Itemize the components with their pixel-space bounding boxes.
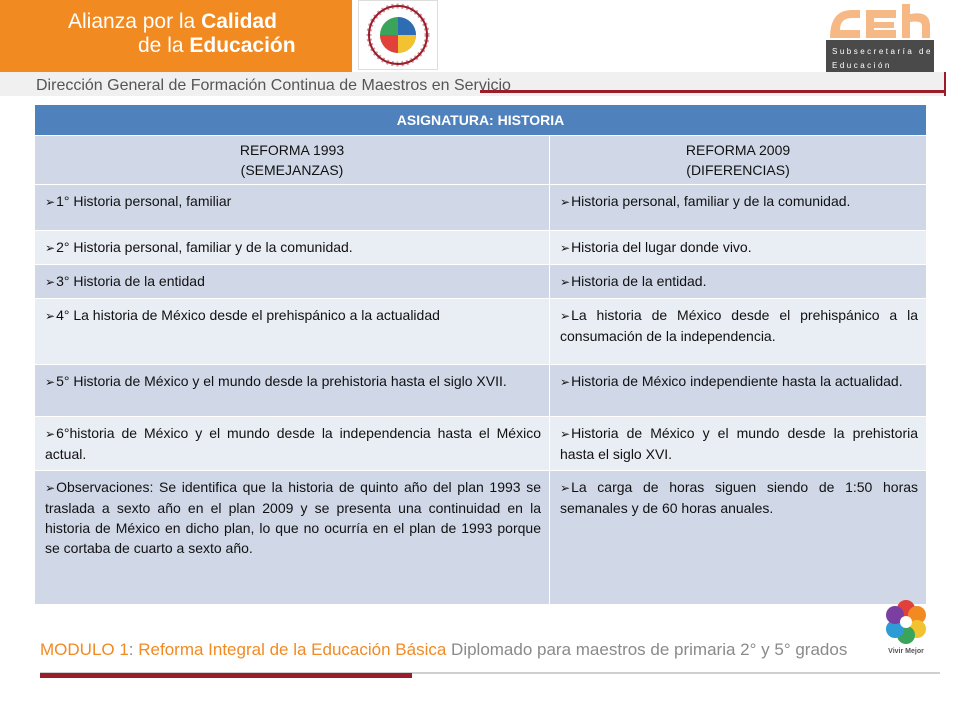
footer-colon: :	[128, 640, 139, 659]
footer-module: MODULO 1	[40, 640, 129, 659]
table-cell-2009	[550, 365, 927, 417]
brand-line-1-plain: Alianza por la	[68, 10, 202, 33]
column-header-2009-sub: (DIFERENCIAS)	[686, 162, 790, 178]
cell-text: 4° La historia de México desde el prehispánico a la actualidad	[56, 307, 440, 323]
cell-text: Historia personal, familiar y de la comunidad.	[571, 193, 851, 209]
department-title: Dirección General de Formación Continua de Maestros en Servicio	[36, 77, 511, 94]
cell-text: Historia de México independiente hasta la actualidad.	[571, 373, 903, 389]
table-cell-2009	[550, 471, 927, 605]
table-title: ASIGNATURA: HISTORIA	[35, 105, 927, 136]
table-cell-2009	[550, 185, 927, 231]
cell-text: La historia de México desde el prehispánico a la consumación de la independencia.	[560, 307, 919, 344]
table-row	[35, 299, 927, 365]
table-cell-1993	[35, 471, 550, 605]
table-row	[35, 365, 927, 417]
sep-sub-line-1: Subsecretaría de	[832, 47, 933, 56]
cell-text: La carga de horas siguen siendo de 1:50 horas semanales y de 60 horas anuales.	[560, 479, 919, 516]
table-cell-1993	[35, 299, 550, 365]
table-cell-1993	[35, 365, 550, 417]
cell-text: Historia de la entidad.	[571, 273, 707, 289]
cell-text: 2° Historia personal, familiar y de la comunidad.	[56, 239, 353, 255]
sep-logo	[826, 0, 934, 42]
brand-line-2-plain: de la	[138, 34, 190, 57]
bullet-arrow-icon: ➢	[560, 195, 571, 209]
reforma-integral-logo	[358, 0, 438, 70]
header-banner	[0, 0, 352, 72]
cell-text: 1° Historia personal, familiar	[56, 193, 232, 209]
bullet-arrow-icon: ➢	[45, 427, 56, 441]
vivir-mejor-flower-icon	[882, 598, 930, 646]
bullet-arrow-icon: ➢	[45, 309, 56, 323]
bullet-arrow-icon: ➢	[560, 241, 571, 255]
department-accent-line	[480, 90, 945, 93]
table-cell-2009	[550, 231, 927, 265]
cell-text: Historia del lugar donde vivo.	[571, 239, 752, 255]
cell-text: 3° Historia de la entidad	[56, 273, 205, 289]
footer-module-title	[40, 640, 847, 660]
table-header-row	[35, 136, 927, 185]
table-row	[35, 471, 927, 605]
table-cell-1993	[35, 417, 550, 471]
cell-text: 6°historia de México y el mundo desde la independencia hasta el México actual.	[45, 425, 541, 462]
cell-text: Observaciones: Se identifica que la historia de quinto año del plan 1993 se traslada a sexto año en el plan 2009 y se presenta una continuidad en la historia de México en dicho plan, lo que no ocurría en el plan de 1993 porque se cortaba de cuarto a sexto año.	[45, 479, 541, 556]
table-row	[35, 185, 927, 231]
cell-text: 5° Historia de México y el mundo desde la prehistoria hasta el siglo XVII.	[56, 373, 507, 389]
table-cell-1993	[35, 231, 550, 265]
bullet-arrow-icon: ➢	[560, 481, 571, 495]
table-cell-2009	[550, 417, 927, 471]
table-row	[35, 417, 927, 471]
history-comparison-table	[34, 104, 927, 605]
cell-text: Historia de México y el mundo desde la prehistoria hasta el siglo XVI.	[560, 425, 919, 462]
bullet-arrow-icon: ➢	[45, 195, 56, 209]
bullet-arrow-icon: ➢	[560, 309, 571, 323]
bullet-arrow-icon: ➢	[560, 275, 571, 289]
brand-line-1	[68, 10, 277, 34]
brand-line-2	[138, 34, 296, 58]
table-cell-2009	[550, 265, 927, 299]
bullet-arrow-icon: ➢	[560, 375, 571, 389]
sep-logo-icon	[826, 0, 934, 42]
bullet-arrow-icon: ➢	[45, 375, 56, 389]
brand-line-1-bold: Calidad	[201, 10, 277, 33]
footer-diploma: Diplomado para maestros de primaria 2° y 5° grados	[446, 640, 848, 659]
reforma-integral-seal-icon	[359, 1, 437, 69]
bullet-arrow-icon: ➢	[45, 481, 56, 495]
right-accent-rule	[944, 72, 946, 96]
footer-reform: Reforma Integral de la Educación Básica	[138, 640, 447, 659]
table-cell-1993	[35, 265, 550, 299]
brand-line-2-bold: Educación	[189, 34, 296, 57]
table-title-row	[35, 105, 927, 136]
table-cell-2009	[550, 299, 927, 365]
column-header-1993-title: REFORMA 1993	[239, 142, 345, 158]
bullet-arrow-icon: ➢	[560, 427, 571, 441]
sep-sub-line-2: Educación	[832, 61, 892, 70]
table-row	[35, 265, 927, 299]
column-header-1993-sub: (SEMEJANZAS)	[240, 162, 344, 178]
table-row	[35, 231, 927, 265]
footer-accent-bar	[40, 673, 412, 678]
table-cell-1993	[35, 185, 550, 231]
vivir-mejor-label: Vivir Mejor	[888, 648, 924, 655]
vivir-mejor-logo	[882, 598, 930, 646]
bullet-arrow-icon: ➢	[45, 275, 56, 289]
column-header-1993	[35, 136, 550, 185]
column-header-2009	[550, 136, 927, 185]
column-header-2009-title: REFORMA 2009	[685, 142, 791, 158]
bullet-arrow-icon: ➢	[45, 241, 56, 255]
